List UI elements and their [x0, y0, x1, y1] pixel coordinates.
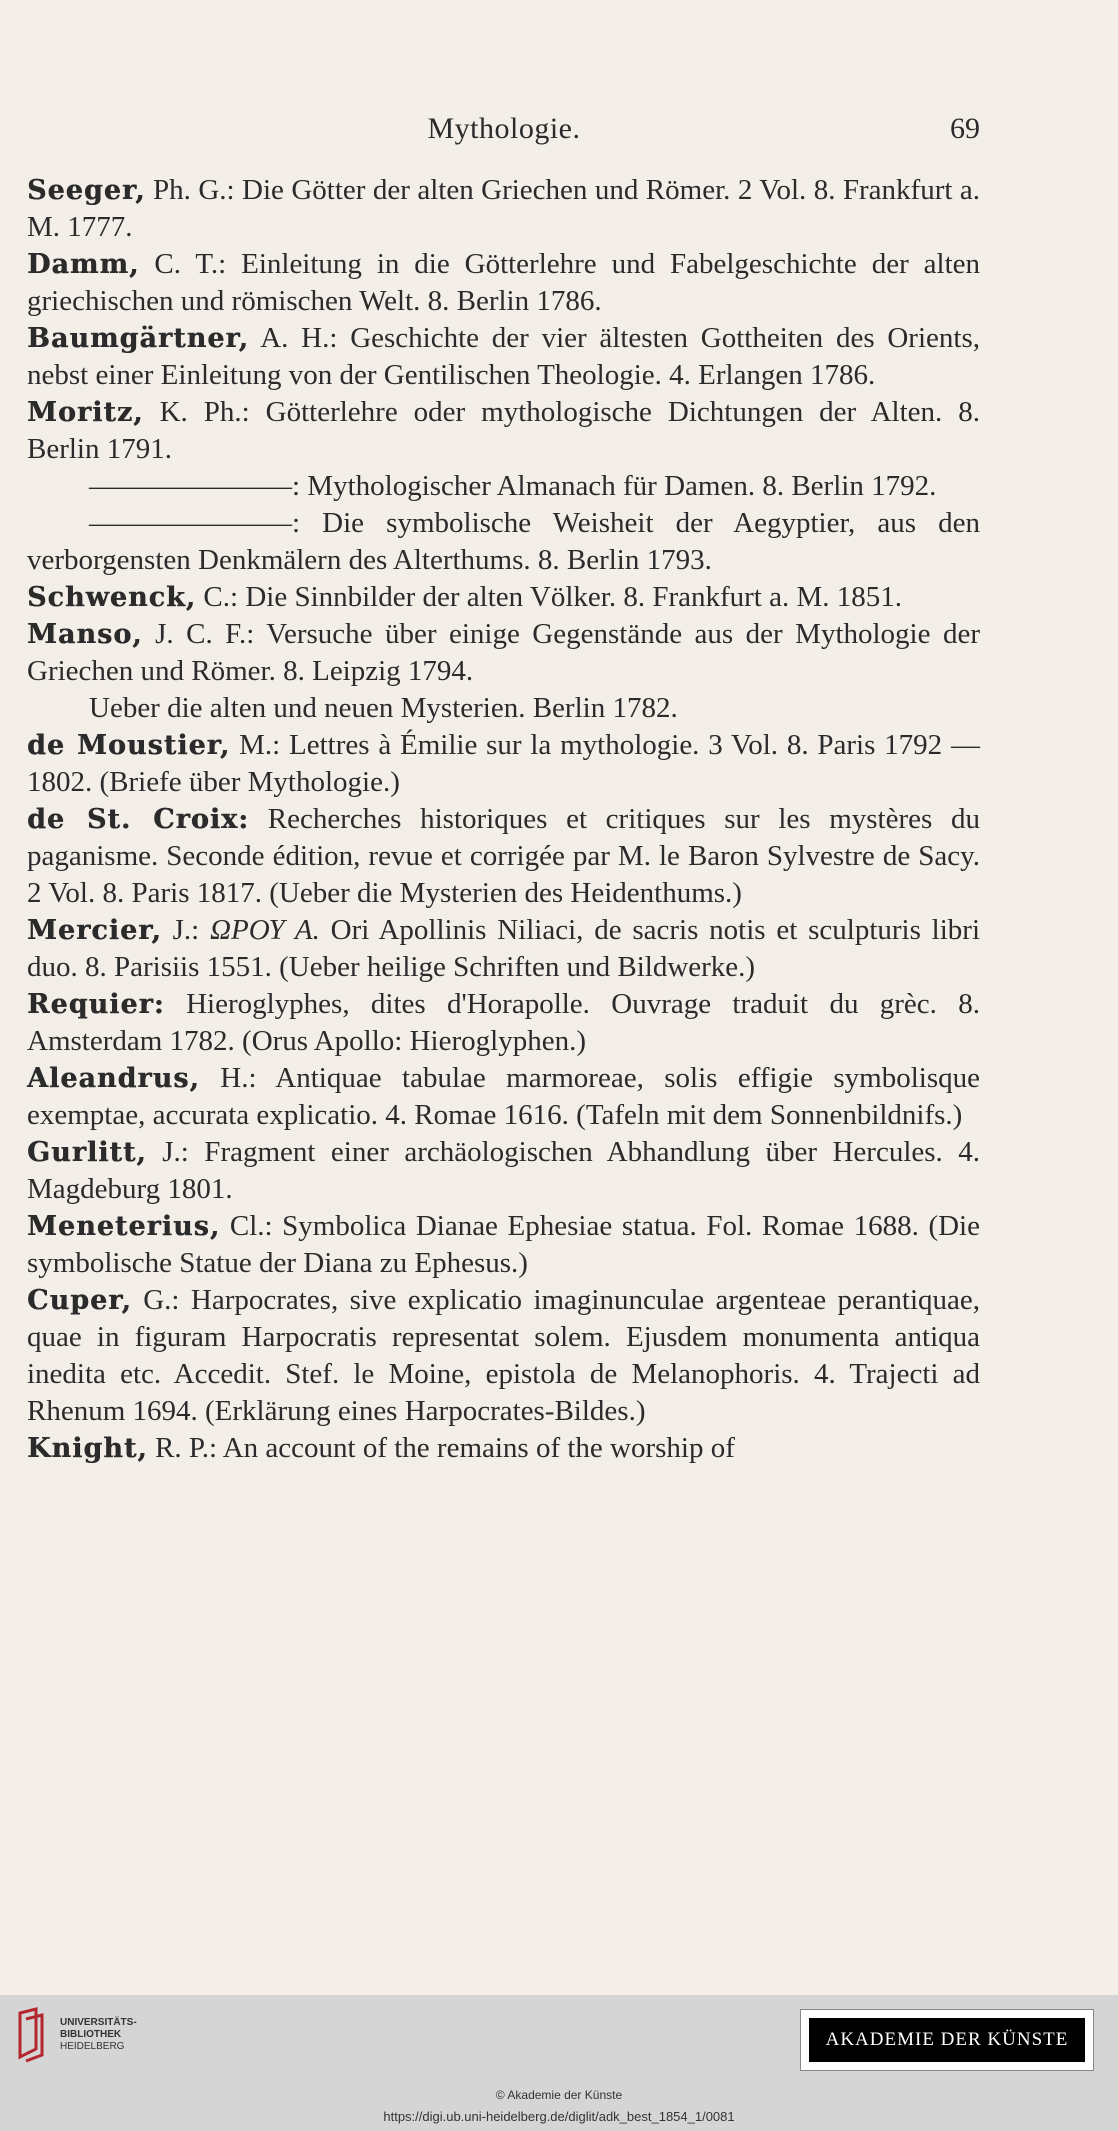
entry-text: Recherches historiques et critiques sur les mystères du paganisme. Seconde édition, revue et corrigée par M. le Baron Sylvestre de Sacy. 2 Vol. 8. Paris 1817. (Ueber die Mysterien des Heidenthums.) [27, 803, 980, 909]
library-name-line: UNIVERSITÄTS- [60, 2017, 137, 2028]
entry-text: H.: Antiquae tabulae marmoreae, solis effigie symbolisque exemptae, accurata explicatio. 4. Romae 1616. (Tafeln mit dem Sonnenbildnifs.) [27, 1062, 980, 1131]
author-name: Mercier, [27, 915, 162, 946]
entry-text: J.: [161, 914, 211, 946]
university-library-logo[interactable] [12, 2005, 182, 2075]
entry-text: Ph. G.: Die Götter der alten Griechen und Römer. 2 Vol. 8. Frankfurt a. M. 1777. [27, 174, 980, 243]
running-title: Mythologie. [427, 112, 581, 145]
author-name: Cuper, [27, 1285, 132, 1316]
author-name: Requier: [27, 989, 165, 1020]
entry-text: Cl.: Symbolica Dianae Ephesiae statua. Fol. Romae 1688. (Die symbolische Statue der Diana zu Ephesus.) [27, 1210, 980, 1279]
author-name: Moritz, [27, 397, 144, 428]
entry-schwenck [27, 579, 980, 616]
entry-moritz [27, 394, 980, 468]
entry-de-st-croix [27, 801, 980, 912]
entry-text: ———————: Die symbolische Weisheit der Aegyptier, aus den verborgensten Denkmälern des Alterthums. 8. Berlin 1793. [27, 507, 980, 576]
entry-seeger [27, 172, 980, 246]
viewer-footer [0, 1995, 1118, 2131]
entry-text: C.: Die Sinnbilder der alten Völker. 8. Frankfurt a. M. 1851. [196, 581, 902, 613]
entry-text: K. Ph.: Götterlehre oder mythologische Dichtungen der Alten. 8. Berlin 1791. [27, 396, 980, 465]
entry-manso-mysterien [27, 690, 980, 727]
akademie-logo[interactable] [800, 2009, 1094, 2071]
entry-damm [27, 246, 980, 320]
entry-text: J. C. F.: Versuche über einige Gegenstände aus der Mythologie der Griechen und Römer. 8. Leipzig 1794. [27, 618, 980, 687]
library-name-line: HEIDELBERG [60, 2041, 125, 2052]
page-header [28, 112, 980, 152]
entry-text: A. H.: Geschichte der vier ältesten Gottheiten des Orients, nebst einer Einleitung von der Gentilischen Theologie. 4. Erlangen 1786. [27, 322, 980, 391]
author-name: Damm, [27, 249, 140, 280]
author-name: Schwenck, [27, 582, 197, 613]
library-name [60, 2017, 137, 2053]
entry-cuper [27, 1282, 980, 1430]
entry-manso [27, 616, 980, 690]
greek-title: ΩΡΟΥ Α. [210, 914, 320, 946]
entry-text: M.: Lettres à Émilie sur la mythologie. 3 Vol. 8. Paris 1792 — 1802. (Briefe über Mythologie.) [27, 729, 980, 798]
entry-text: R. P.: An account of the remains of the worship of [147, 1432, 735, 1464]
author-name: Seeger, [27, 175, 146, 206]
entry-moritz-almanach [27, 468, 980, 505]
page-url-link[interactable]: https://digi.ub.uni-heidelberg.de/diglit/adk_best_1854_1/0081 [383, 2109, 735, 2124]
entry-text: J.: Fragment einer archäologischen Abhandlung über Hercules. 4. Magdeburg 1801. [27, 1136, 980, 1205]
author-name: Knight, [27, 1433, 148, 1464]
entry-knight [27, 1430, 980, 1467]
author-name: Gurlitt, [27, 1137, 147, 1168]
author-name: Baumgärtner, [27, 323, 250, 354]
entry-text: Hieroglyphes, dites d'Horapolle. Ouvrage traduit du grèc. 8. Amsterdam 1782. (Orus Apollo: Hieroglyphen.) [27, 988, 980, 1057]
page-number: 69 [950, 112, 980, 145]
entry-meneterius [27, 1208, 980, 1282]
author-name: Manso, [27, 619, 143, 650]
library-name-line: BIBLIOTHEK [60, 2029, 122, 2040]
author-name: Aleandrus, [27, 1063, 200, 1094]
entry-text: Ori Apollinis Niliaci, de sacris notis et sculpturis libri duo. 8. Parisiis 1551. (Ueber heilige Schriften und Bildwerke.) [27, 914, 980, 983]
author-name: de Moustier, [27, 730, 231, 761]
entry-text: G.: Harpocrates, sive explicatio imaginunculae argenteae perantiquae, quae in figuram Harpocratis representat solem. Ejusdem monumenta antiqua inedita etc. Accedit. Stef. le Moine, epistola de Melanophoris. 4. Trajecti ad Rhenum 1694. (Erklärung eines Harpocrates-Bildes.) [27, 1284, 980, 1427]
entry-text: C. T.: Einleitung in die Götterlehre und Fabelgeschichte der alten griechischen und römischen Welt. 8. Berlin 1786. [27, 248, 980, 317]
copyright-notice: © Akademie der Künste [495, 2088, 623, 2102]
entry-text: ———————: Mythologischer Almanach für Damen. 8. Berlin 1792. [89, 470, 937, 502]
bibliography-text [27, 172, 980, 1467]
entry-de-moustier [27, 727, 980, 801]
entry-text: Ueber die alten und neuen Mysterien. Berlin 1782. [89, 692, 678, 724]
entry-mercier [27, 912, 980, 986]
author-name: de St. Croix: [27, 804, 250, 835]
entry-aleandrus [27, 1060, 980, 1134]
library-emblem-icon [12, 2005, 52, 2065]
entry-baumgaertner [27, 320, 980, 394]
author-name: Meneterius, [27, 1211, 221, 1242]
akademie-label: AKADEMIE DER KÜNSTE [809, 2018, 1085, 2062]
entry-requier [27, 986, 980, 1060]
entry-moritz-weisheit [27, 505, 980, 579]
entry-gurlitt [27, 1134, 980, 1208]
